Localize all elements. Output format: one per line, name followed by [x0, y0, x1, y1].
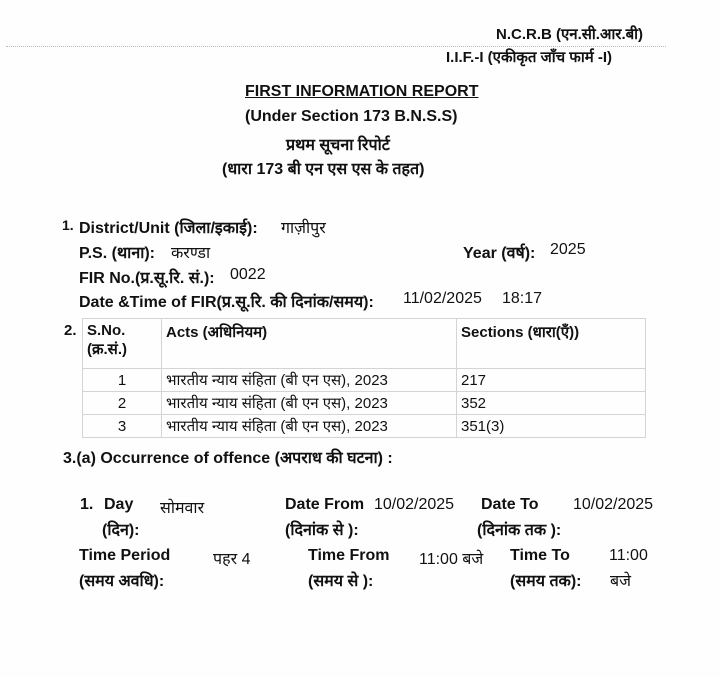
row-sno: 1 [83, 369, 162, 392]
time-from-value: 11:00 बजे [419, 551, 484, 568]
time-to-label-hindi: (समय तक): [510, 573, 582, 590]
ps-label: P.S. (थाना): [79, 245, 155, 262]
date-from-value: 10/02/2025 [374, 496, 455, 513]
occurrence-heading: 3.(a) Occurrence of offence (अपराध की घटना) : [63, 450, 393, 467]
time-to-unit: बजे [610, 573, 632, 590]
report-section-hindi: (धारा 173 बी एन एस एस के तहत) [222, 161, 425, 178]
time-to-label: Time To [510, 547, 570, 564]
date-to-label: Date To [481, 496, 539, 513]
row-act: भारतीय न्याय संहिता (बी एन एस), 2023 [162, 392, 457, 415]
time-period-label-hindi: (समय अवधि): [79, 573, 165, 590]
sno-header-label: S.No. [87, 322, 126, 339]
sno-header-hindi: (क्र.सं.) [87, 341, 127, 358]
acts-header: Acts (अधिनियम) [162, 319, 457, 369]
time-from-label: Time From [308, 547, 390, 564]
row-section: 352 [457, 392, 646, 415]
row-sno: 2 [83, 392, 162, 415]
district-value: गाज़ीपुर [281, 220, 326, 237]
report-title-hindi: प्रथम सूचना रिपोर्ट [286, 137, 390, 154]
district-label: District/Unit (जिला/इकाई): [79, 220, 258, 237]
row-section: 217 [457, 369, 646, 392]
table-row [64, 392, 646, 415]
date-from-label: Date From [285, 496, 365, 513]
row-section: 351(3) [457, 415, 646, 438]
table-row [64, 415, 646, 438]
date-to-label-hindi: (दिनांक तक ): [477, 522, 562, 539]
sections-header: Sections (धारा(एँ)) [457, 319, 646, 369]
row-act: भारतीय न्याय संहिता (बी एन एस), 2023 [162, 369, 457, 392]
year-value: 2025 [550, 241, 586, 258]
item2-number: 2. [64, 321, 77, 339]
time-to-value: 11:00 [609, 547, 648, 564]
date-from-label-hindi: (दिनांक से ): [285, 522, 359, 539]
row-sno: 3 [83, 415, 162, 438]
iif-label: I.I.F.-I (एकीकृत जाँच फार्म -I) [446, 49, 613, 66]
fir-no-value: 0022 [230, 266, 266, 283]
time-period-label: Time Period [79, 547, 171, 564]
time-period-value: पहर 4 [213, 551, 251, 568]
fir-date-value: 11/02/2025 [403, 290, 482, 307]
item3-day-number: 1. [80, 496, 94, 513]
acts-table [64, 318, 646, 438]
fir-time-value: 18:17 [502, 290, 543, 307]
date-to-value: 10/02/2025 [573, 496, 654, 513]
report-title: FIRST INFORMATION REPORT [245, 83, 479, 100]
report-section: (Under Section 173 B.N.S.S) [245, 108, 458, 125]
sno-header [83, 319, 162, 369]
fir-no-label: FIR No.(प्र.सू.रि. सं.): [79, 270, 215, 287]
time-from-label-hindi: (समय से ): [308, 573, 374, 590]
ncrb-label: N.C.R.B (एन.सी.आर.बी) [496, 26, 644, 43]
ps-value: करण्डा [171, 245, 211, 262]
item1-number: 1. [62, 217, 74, 233]
day-label-hindi: (दिन): [102, 522, 140, 539]
acts-table-header [64, 319, 646, 369]
fir-datetime-label: Date &Time of FIR(प्र.सू.रि. की दिनांक/समय): [79, 294, 374, 311]
year-label: Year (वर्ष): [463, 245, 536, 262]
table-row [64, 369, 646, 392]
row-act: भारतीय न्याय संहिता (बी एन एस), 2023 [162, 415, 457, 438]
day-value: सोमवार [160, 500, 205, 517]
day-label: Day [104, 496, 134, 513]
